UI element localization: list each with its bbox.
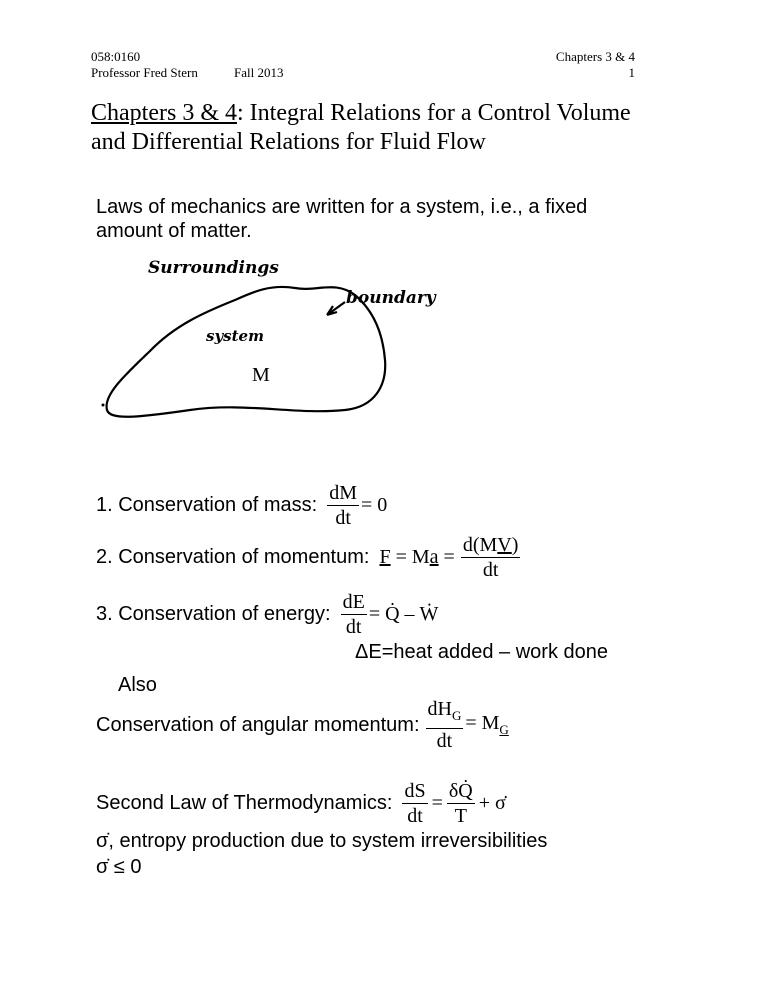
dq-t-fraction	[447, 779, 475, 828]
second-law-label: Second Law of Thermodynamics:	[96, 792, 393, 814]
fraction-denominator: dt	[345, 616, 362, 638]
title-rest-line1: : Integral Relations for a Control Volume	[236, 100, 631, 126]
law-conservation-energy	[96, 590, 438, 639]
ds-dt-fraction	[402, 779, 427, 828]
law-conservation-momentum	[96, 533, 520, 582]
fraction-numerator: dE	[342, 591, 365, 613]
equation-rhs: = M	[465, 712, 500, 734]
course-number: 058:0160	[91, 49, 141, 64]
term: Fall 2013	[234, 65, 284, 80]
stray-dot	[102, 404, 105, 407]
dm-dt-fraction	[327, 481, 359, 530]
intro-line2: amount of matter.	[96, 220, 252, 242]
numerator-post: )	[511, 534, 519, 556]
fraction-numerator: dM	[329, 482, 358, 504]
system-label: system	[206, 327, 264, 345]
numerator-pre: d(M	[462, 534, 498, 556]
equals-ma: = M	[390, 546, 430, 568]
equation-rhs: = Q̇ – Ẇ	[368, 603, 439, 625]
equation-rhs: = 0	[361, 494, 388, 516]
fraction-denominator: dt	[407, 805, 423, 827]
fraction-denominator: dt	[335, 507, 351, 529]
law-momentum-label: 2. Conservation of momentum:	[96, 546, 370, 568]
system-boundary-curve	[107, 287, 386, 417]
acceleration-vector: a	[429, 546, 439, 568]
numerator-subscript: G	[451, 708, 462, 723]
intro-line1: Laws of mechanics are written for a system, i.e., a fixed	[96, 196, 588, 218]
entropy-inequality: σ̇ ≤ 0	[96, 856, 142, 878]
mass-label: M	[252, 364, 270, 386]
equals-sign: =	[438, 546, 455, 568]
title-line2: and Differential Relations for Fluid Flow	[91, 129, 486, 155]
velocity-vector: V	[497, 534, 512, 556]
law-angular-label: Conservation of angular momentum:	[96, 713, 420, 736]
equation-rhs: + σ̇	[478, 792, 506, 814]
force-vector: F	[379, 546, 391, 568]
page-number: 1	[628, 65, 635, 80]
also-label: Also	[118, 674, 157, 696]
title-underlined: Chapters 3 & 4	[91, 100, 237, 126]
header-chapters: Chapters 3 & 4	[555, 49, 635, 64]
second-law-thermodynamics	[96, 779, 506, 828]
numerator: dH	[427, 698, 452, 720]
professor-name: Professor Fred Stern	[91, 65, 198, 80]
intro-text	[96, 195, 587, 243]
dmv-dt-fraction	[461, 533, 521, 582]
page-title	[91, 99, 691, 157]
law-angular-momentum	[96, 697, 509, 753]
fraction-denominator: T	[454, 805, 467, 827]
law-mass-label: 1. Conservation of mass:	[96, 494, 318, 516]
law-conservation-mass	[96, 481, 387, 530]
rhs-subscript: G	[499, 722, 509, 737]
energy-note: ΔE=heat added – work done	[355, 641, 608, 663]
fraction-numerator: δQ̇	[448, 780, 473, 802]
fraction-numerator: dS	[404, 780, 426, 802]
fraction-denominator: dt	[436, 730, 453, 752]
dhg-dt-fraction	[426, 697, 464, 753]
boundary-arrow	[327, 302, 345, 315]
entropy-definition: σ̇, entropy production due to system irreversibilities	[96, 830, 548, 852]
law-energy-label: 3. Conservation of energy:	[96, 603, 331, 625]
fraction-denominator: dt	[482, 559, 499, 581]
boundary-label: boundary	[346, 288, 436, 308]
surroundings-label: Surroundings	[148, 258, 279, 278]
equals-sign: =	[431, 792, 443, 814]
de-dt-fraction	[341, 590, 367, 639]
